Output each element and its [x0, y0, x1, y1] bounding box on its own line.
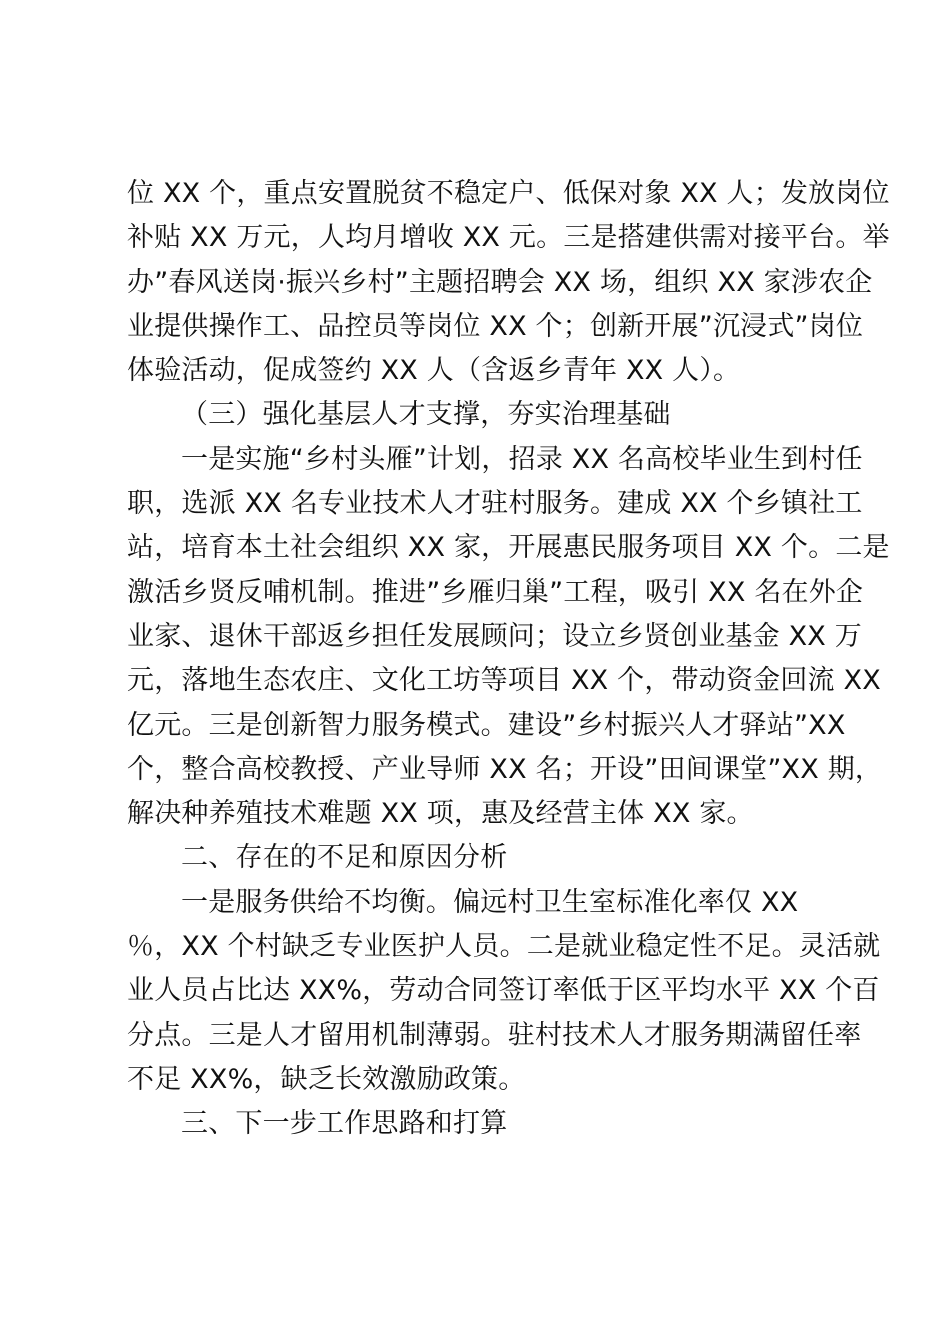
text-line: 职，选派 XX 名专业技术人才驻村服务。建成 XX 个乡镇社工 [127, 488, 863, 520]
text-line: 激活乡贤反哺机制。推进”乡雁归巢”工程，吸引 XX 名在外企 [127, 576, 864, 608]
document-body [127, 172, 890, 1147]
text-line: 位 XX 个，重点安置脱贫不稳定户、低保对象 XX 人；发放岗位 [127, 178, 890, 209]
text-line: 个，整合高校教授、产业导师 XX 名；开设”田间课堂”XX 期， [127, 753, 883, 785]
text-line: 业提供操作工、品控员等岗位 XX 个；创新开展”沉浸式”岗位 [127, 310, 864, 342]
text-line: 一是实施“乡村头雁”计划，招录 XX 名高校毕业生到村任 [181, 443, 863, 475]
text-line: 一是服务供给不均衡。偏远村卫生室标准化率仅 XX [181, 886, 799, 918]
text-line: 元，落地生态农庄、文化工坊等项目 XX 个，带动资金回流 XX [127, 665, 881, 697]
text-line: （三）强化基层人才支撑，夯实治理基础 [181, 399, 671, 431]
text-line: 业家、退休干部返乡担任发展顾问；设立乡贤创业基金 XX 万 [127, 620, 862, 652]
text-line: 三、下一步工作思路和打算 [181, 1108, 508, 1140]
text-line: 站，培育本土社会组织 XX 家，开展惠民服务项目 XX 个。二是 [127, 532, 890, 564]
text-line: 分点。三是人才留用机制薄弱。驻村技术人才服务期满留任率 [127, 1019, 862, 1051]
text-line: ％，XX 个村缺乏专业医护人员。二是就业稳定性不足。灵活就 [127, 931, 881, 963]
text-line: 二、存在的不足和原因分析 [181, 842, 508, 874]
text-line: 解决种养殖技术难题 XX 项，惠及经营主体 XX 家。 [127, 798, 754, 830]
text-line: 体验活动，促成签约 XX 人（含返乡青年 XX 人）。 [127, 355, 741, 387]
text-line: 办”春风送岗·振兴乡村”主题招聘会 XX 场，组织 XX 家涉农企 [127, 266, 873, 298]
text-line: 业人员占比达 XX%，劳动合同签订率低于区平均水平 XX 个百 [127, 975, 880, 1007]
text-line: 补贴 XX 万元，人均月增收 XX 元。三是搭建供需对接平台。举 [127, 222, 890, 254]
text-line: 亿元。三是创新智力服务模式。建设”乡村振兴人才驿站”XX [127, 709, 846, 741]
text-line: 不足 XX%，缺乏长效激励政策。 [127, 1063, 526, 1095]
